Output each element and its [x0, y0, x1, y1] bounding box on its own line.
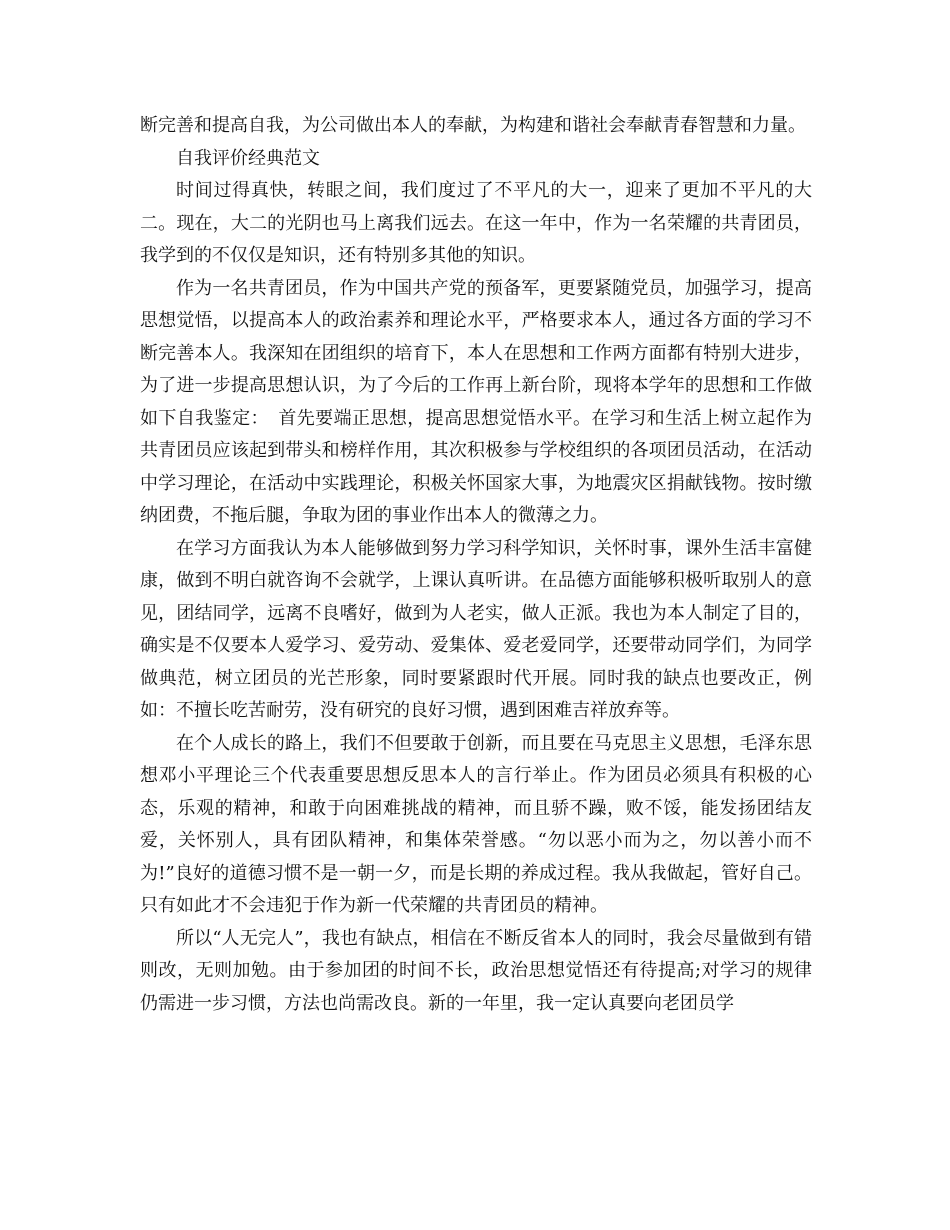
- paragraph-continuation: 断完善和提高自我，为公司做出本人的奉献，为构建和谐社会奉献青春智慧和力量。: [140, 115, 806, 136]
- paragraph: 时间过得真快，转眼之间，我们度过了不平凡的大一，迎来了更加不平凡的大二。现在，大二的光阴也马上离我们远去。在这一年中，作为一名荣耀的共青团员，我学到的不仅仅是知识，还有特别多其他的知识。: [140, 180, 812, 266]
- paragraph: 作为一名共青团员，作为中国共产党的预备军，更要紧随党员，加强学习，提高思想觉悟，以提高本人的政治素养和理论水平，严格要求本人，通过各方面的学习不断完善本人。我深知在团组织的培育下，本人在思想和工作两方面都有特别大进步，为了进一步提高思想认识，为了今后的工作再上新台阶，现将本学年的思想和工作做如下自我鉴定： 首先要端正思想，提高思想觉悟水平。在学习和生活上树立起作为共青团员应该起到带头和榜样作用，其次积极参与学校组织的各项团员活动，在活动中学习理论，在活动中实践理论，积极关怀国家大事，为地震灾区捐献钱物。按时缴纳团费，不拖后腿，争取为团的事业作出本人的微薄之力。: [140, 277, 812, 526]
- section-heading: 自我评价经典范文: [176, 147, 320, 169]
- paragraph: 所以“人无完人”，我也有缺点，相信在不断反省本人的同时，我会尽量做到有错则改，无则加勉。由于参加团的时间不长，政治思想觉悟还有待提高;对学习的规律仍需进一步习惯，方法也尚需改良。新的一年里，我一定认真要向老团员学: [140, 927, 812, 1014]
- paragraph: 在个人成长的路上，我们不但要敢于创新，而且要在马克思主义思想，毛泽东思想邓小平理论三个代表重要思想反思本人的言行举止。作为团员必须具有积极的心态，乐观的精神，和敢于向困难挑战的精神，而且骄不躁，败不馁，能发扬团结友爱，关怀别人，具有团队精神，和集体荣誉感。“勿以恶小而为之，勿以善小而不为!”良好的道德习惯不是一朝一夕，而是长期的养成过程。我从我做起，管好自己。只有如此才不会违犯于作为新一代荣耀的共青团员的精神。: [140, 732, 812, 916]
- document-body: [140, 110, 812, 1020]
- paragraph: 在学习方面我认为本人能够做到努力学习科学知识，关怀时事，课外生活丰富健康，做到不明白就咨询不会就学，上课认真听讲。在品德方面能够积极听取别人的意见，团结同学，远离不良嗜好，做到为人老实，做人正派。我也为本人制定了目的，确实是不仅要本人爱学习、爱劳动、爱集体、爱老爱同学，还要带动同学们，为同学做典范，树立团员的光芒形象，同时要紧跟时代开展。同时我的缺点也要改正，例如：不擅长吃苦耐劳，没有研究的良好习惯，遇到困难吉祥放弃等。: [140, 537, 812, 721]
